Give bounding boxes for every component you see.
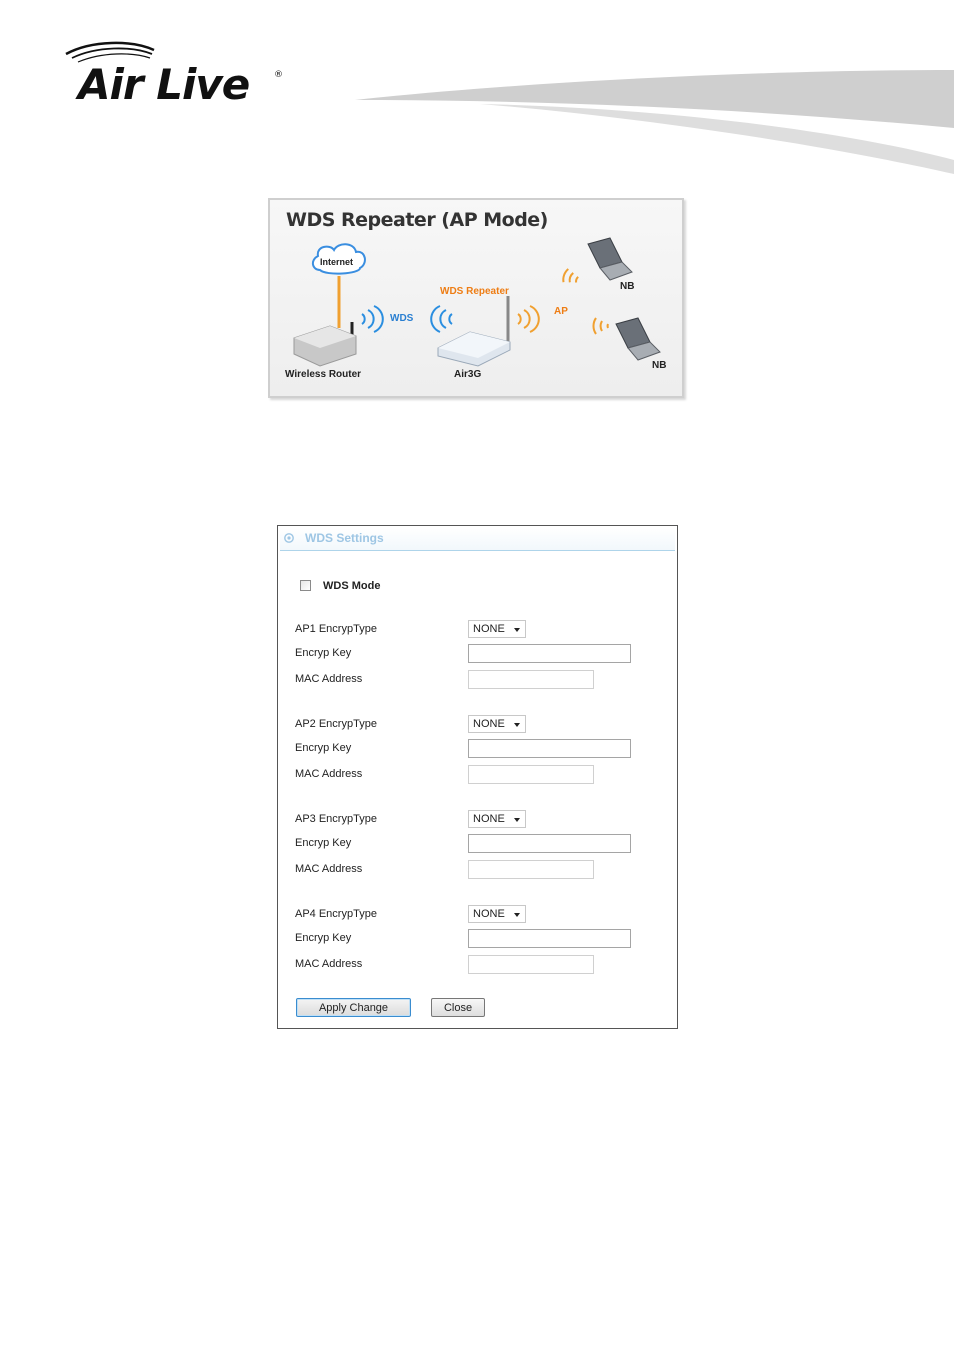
ap4-mac-address-input[interactable] [468, 955, 594, 974]
chevron-down-icon [514, 818, 520, 822]
ap-label: AP [554, 306, 568, 317]
apply-change-button[interactable]: Apply Change [296, 998, 411, 1017]
ap2-encryp-type-label: AP2 EncrypType [295, 718, 377, 730]
laptop-top-icon [588, 238, 632, 280]
panel-header [280, 528, 675, 551]
ap-signal-waves-icon [518, 268, 608, 334]
ap2-encryp-type-select[interactable]: NONE [468, 715, 526, 733]
panel-title: WDS Settings [305, 531, 384, 545]
wds-mode-checkbox[interactable] [300, 580, 311, 591]
ap3-mac-address-input[interactable] [468, 860, 594, 879]
chevron-down-icon [514, 913, 520, 917]
ap1-encryp-key-label: Encryp Key [295, 647, 352, 659]
ap4-encryp-key-input[interactable] [468, 929, 631, 948]
logo-text: Air Live [78, 60, 250, 109]
ap1-mac-address-input[interactable] [468, 670, 594, 689]
ap3-encryp-type-select[interactable]: NONE [468, 810, 526, 828]
close-button[interactable]: Close [431, 998, 485, 1017]
ap1-mac-address-label: MAC Address [295, 673, 363, 685]
internet-label: Internet [320, 257, 354, 267]
page-header [0, 0, 954, 180]
wds-repeater-diagram [268, 198, 684, 398]
nb-bottom-label: NB [652, 360, 667, 371]
logo-registered-mark: ® [274, 70, 283, 80]
diagram-title: WDS Repeater (AP Mode) [286, 209, 548, 231]
ap3-encryp-key-label: Encryp Key [295, 837, 352, 849]
air3g-label: Air3G [454, 369, 482, 380]
settings-icon [284, 533, 294, 543]
ap2-mac-address-label: MAC Address [295, 768, 363, 780]
wds-settings-panel [277, 525, 678, 1029]
ap3-mac-address-label: MAC Address [295, 863, 363, 875]
ap3-encryp-type-label: AP3 EncrypType [295, 813, 377, 825]
ap1-encryp-type-label: AP1 EncrypType [295, 623, 377, 635]
ap2-encryp-key-label: Encryp Key [295, 742, 352, 754]
ap2-encryp-key-input[interactable] [468, 739, 631, 758]
ap4-encryp-key-label: Encryp Key [295, 932, 352, 944]
air3g-device-icon [438, 296, 510, 366]
wds-label: WDS [390, 313, 414, 324]
wireless-router-label: Wireless Router [285, 369, 362, 380]
wds-mode-label: WDS Mode [323, 580, 381, 592]
nb-top-label: NB [620, 281, 635, 292]
ap4-encryp-type-select[interactable]: NONE [468, 905, 526, 923]
chevron-down-icon [514, 628, 520, 632]
wireless-router-icon [294, 322, 356, 366]
ap1-encryp-type-select[interactable]: NONE [468, 620, 526, 638]
ap3-encryp-key-input[interactable] [468, 834, 631, 853]
laptop-bottom-icon [616, 318, 660, 360]
ap2-mac-address-input[interactable] [468, 765, 594, 784]
ap4-encryp-type-label: AP4 EncrypType [295, 908, 377, 920]
ap4-mac-address-label: MAC Address [295, 958, 363, 970]
airlive-logo [62, 40, 292, 110]
chevron-down-icon [514, 723, 520, 727]
ap1-encryp-key-input[interactable] [468, 644, 631, 663]
wds-repeater-label: WDS Repeater [440, 286, 509, 297]
